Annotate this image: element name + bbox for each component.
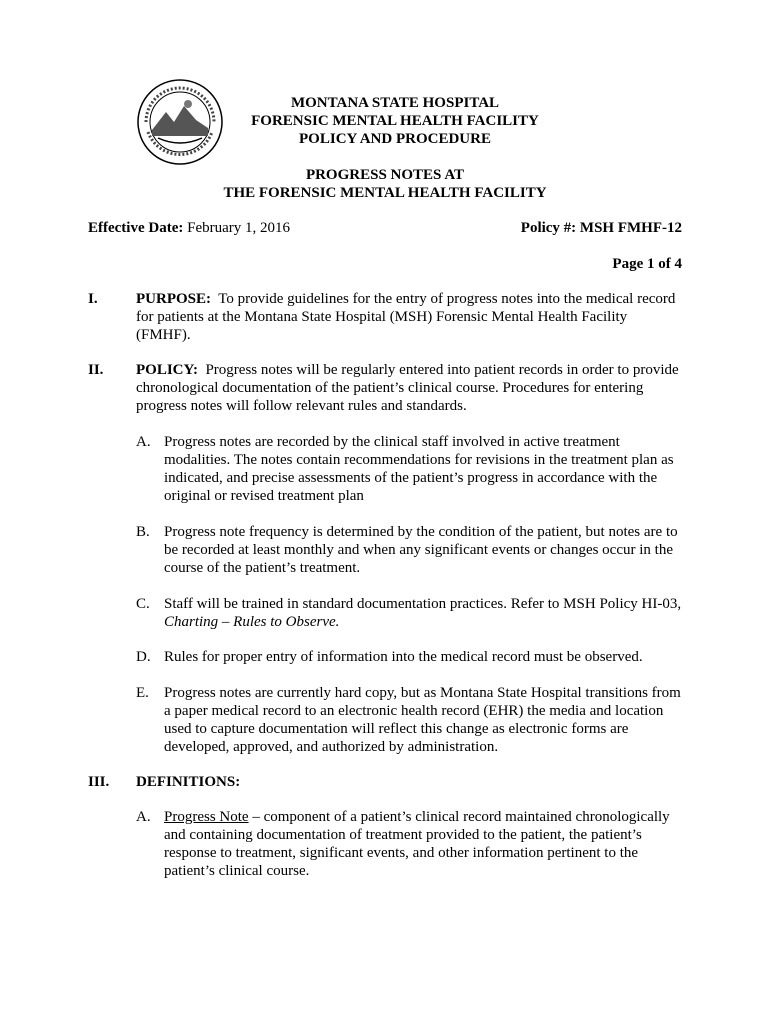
- section-label: PURPOSE:: [136, 291, 211, 307]
- document-title: [0, 166, 770, 202]
- item-letter: C.: [136, 596, 150, 612]
- title-line-2: THE FORENSIC MENTAL HEALTH FACILITY: [223, 185, 547, 201]
- item-text: Progress notes are currently hard copy, but as Montana State Hospital transitions from a paper medical record to an electronic health record (EHR) the media and location used to capture documentation will reflect this change as electronic forms are developed, approved, and authorized by administration.: [164, 685, 681, 755]
- item-letter: B.: [136, 524, 150, 540]
- list-item: [136, 808, 684, 880]
- effective-label: Effective Date:: [88, 220, 184, 236]
- item-text: Rules for proper entry of information into the medical record must be observed.: [164, 649, 643, 665]
- list-item: [136, 433, 684, 505]
- effective-value: February 1, 2016: [187, 220, 291, 236]
- header-block: [0, 94, 770, 148]
- item-letter: E.: [136, 685, 149, 701]
- item-text: Staff will be trained in standard documentation practices. Refer to MSH Policy HI-03,: [164, 596, 682, 612]
- page-number: Page 1 of 4: [612, 256, 682, 272]
- list-item: [136, 523, 684, 577]
- item-text: Progress note frequency is determined by the condition of the patient, but notes are to be recorded at least monthly and when any significant events or changes occur in the course of the patient’s treatment.: [164, 524, 678, 576]
- item-text: – component of a patient’s clinical record maintained chronologically and containing documentation of treatment provided to the patient, the patient’s response to treatment, significant events, and other information pertinent to the patient’s clinical course.: [164, 809, 670, 879]
- item-text: Progress notes are recorded by the clinical staff involved in active treatment modalities. The notes contain recommendations for revisions in the treatment plan as indicated, and precise assessments of the patient’s progress in accordance with the original or revised treatment plan: [164, 434, 674, 504]
- list-item: [136, 648, 684, 666]
- section-policy: [88, 361, 682, 415]
- section-definitions: [88, 773, 682, 791]
- item-letter: A.: [136, 434, 151, 450]
- doc-type: POLICY AND PROCEDURE: [299, 131, 491, 147]
- policy-number: Policy #: MSH FMHF-12: [520, 220, 682, 236]
- item-letter: A.: [136, 809, 151, 825]
- effective-date: [88, 220, 290, 236]
- section-label: POLICY:: [136, 362, 198, 378]
- list-item: [136, 595, 684, 631]
- meta-row: [88, 220, 682, 237]
- section-number: II.: [88, 362, 104, 378]
- section-text: Progress notes will be regularly entered into patient records in order to provide chronological documentation of the patient’s clinical course. Procedures for entering progress notes will follow relevant rules and standards.: [136, 362, 679, 414]
- policy-reference: Charting – Rules to Observe.: [164, 614, 340, 630]
- section-purpose: [88, 290, 682, 344]
- facility-name: FORENSIC MENTAL HEALTH FACILITY: [251, 113, 539, 129]
- definition-term: Progress Note: [164, 809, 249, 825]
- section-number: I.: [88, 291, 98, 307]
- section-text: To provide guidelines for the entry of progress notes into the medical record for patients at the Montana State Hospital (MSH) Forensic Mental Health Facility (FMHF).: [136, 291, 676, 343]
- title-line-1: PROGRESS NOTES AT: [305, 167, 465, 183]
- hospital-name: MONTANA STATE HOSPITAL: [290, 95, 500, 111]
- section-number: III.: [88, 774, 110, 790]
- section-label: DEFINITIONS:: [136, 774, 241, 790]
- item-letter: D.: [136, 649, 151, 665]
- list-item: [136, 684, 684, 756]
